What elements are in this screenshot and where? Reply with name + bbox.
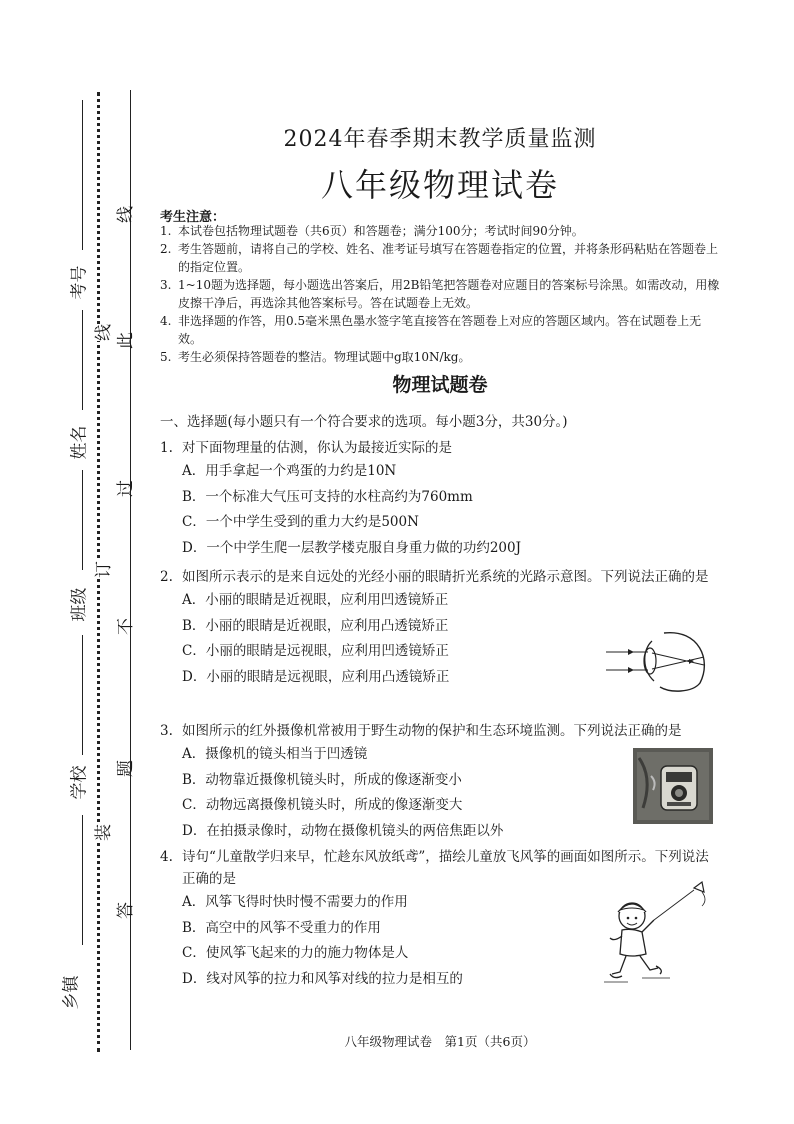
notice-item: 1. 本试卷包括物理试题卷（共6页）和答题卷；满分100分；考试时间90分钟。 — [160, 224, 584, 238]
field-label-name: 姓名 — [69, 425, 90, 460]
field-label-school: 学校 — [69, 765, 90, 800]
option-b: B．小丽的眼睛是近视眼，应利用凸透镜矫正 — [182, 617, 449, 634]
notice-item: 4. 非选择题的作答，用0.5毫米黑色墨水签字笔直接答在答题卷上对应的答题区域内。答在试题卷上无效。 — [160, 314, 702, 346]
option-b: B．动物靠近摄像机镜头时，所成的像逐渐变小 — [182, 771, 462, 788]
question-stem: 诗句“儿童散学归来早，忙趁东风放纸鸢”，描绘儿童放飞风筝的画面如图所示。下列说法正确的是 — [182, 849, 709, 887]
notice-item: 5. 考生必须保持答题卷的整洁。物理试题中g取10N/kg。 — [160, 350, 471, 364]
option-d: D．小丽的眼睛是远视眼，应利用凸透镜矫正 — [182, 668, 450, 685]
option-d: D．在拍摄录像时，动物在摄像机镜头的两倍焦距以外 — [182, 822, 504, 839]
option-c: C．使风筝飞起来的力的施力物体是人 — [182, 945, 409, 961]
kite-child-illustration — [598, 876, 722, 988]
field-label-exam-number: 考号 — [69, 265, 90, 300]
option-b: B．一个标准大气压可支持的水柱高约为760mm — [182, 488, 473, 505]
option-a: A．用手拿起一个鸡蛋的力约是10N — [182, 463, 397, 479]
eye-diagram-figure — [604, 625, 716, 695]
question-number: 1. — [160, 440, 173, 456]
infrared-camera-photo — [633, 748, 713, 824]
option-d: D．线对风筝的拉力和风筝对线的拉力是相互的 — [182, 970, 463, 987]
option-a: A．小丽的眼睛是近视眼，应利用凹透镜矫正 — [182, 592, 449, 608]
seal-char: 订 — [87, 561, 116, 578]
warning-char: 题 — [116, 760, 136, 777]
field-label-class: 班级 — [69, 587, 90, 622]
field-blank — [82, 100, 83, 250]
warning-char: 不 — [116, 618, 136, 635]
question-number: 4. — [160, 849, 173, 865]
warning-char: 线 — [116, 206, 136, 223]
warning-char: 过 — [116, 480, 136, 497]
field-blank — [82, 815, 83, 945]
field-blank — [82, 635, 83, 755]
section-title: 物理试题卷 — [392, 374, 488, 396]
field-blank — [82, 310, 83, 410]
option-a: A．摄像机的镜头相当于凹透镜 — [182, 746, 368, 762]
notice-item: 2. 考生答题前，请将自己的学校、姓名、准考证号填写在答题卷指定的位置，并将条形码粘贴在答题卷上的指定位置。 — [160, 242, 719, 274]
field-blank — [82, 470, 83, 570]
field-label-township: 乡镇 — [61, 975, 82, 1010]
question-stem: 如图所示表示的是来自远处的光经小丽的眼睛折光系统的光路示意图。下列说法正确的是 — [182, 569, 709, 585]
option-b: B．高空中的风筝不受重力的作用 — [182, 919, 381, 936]
option-c: C．小丽的眼睛是远视眼，应利用凹透镜矫正 — [182, 643, 449, 659]
question-stem: 如图所示的红外摄像机常被用于野生动物的保护和生态环境监测。下列说法正确的是 — [182, 723, 682, 739]
binding-margin — [0, 0, 140, 1124]
option-a: A．风筝飞得时快时慢不需要力的作用 — [182, 894, 408, 910]
question-number: 2. — [160, 569, 173, 585]
exam-subtitle: 八年级物理试卷 — [320, 166, 559, 204]
part-heading: 一、选择题(每小题只有一个符合要求的选项。每小题3分，共30分。) — [160, 414, 568, 430]
notice-list — [160, 222, 720, 366]
seal-char: 装 — [87, 824, 116, 841]
exam-title: 2024年春季期末教学质量监测 — [283, 127, 597, 152]
notice-heading: 考生注意： — [160, 210, 226, 225]
warning-char: 此 — [116, 332, 136, 349]
question-1 — [160, 437, 720, 561]
notice-item: 3. 1~10题为选择题，每小题选出答案后，用2B铅笔把答题卷对应题目的答案标号涂黑。如需改动，用橡皮擦干净后，再选涂其他答案标号。答在试题卷上无效。 — [160, 278, 720, 310]
option-c: C．动物远离摄像机镜头时，所成的像逐渐变大 — [182, 797, 463, 813]
option-d: D．一个中学生爬一层教学楼克服自身重力做的功约200J — [182, 539, 522, 556]
question-stem: 对下面物理量的估测，你认为最接近实际的是 — [182, 440, 452, 456]
page-footer: 八年级物理试卷 第1页（共6页） — [344, 1034, 536, 1049]
option-c: C．一个中学生受到的重力大约是500N — [182, 514, 419, 530]
warning-char: 答 — [116, 902, 136, 919]
question-number: 3. — [160, 723, 173, 739]
seal-char: 线 — [87, 324, 116, 341]
